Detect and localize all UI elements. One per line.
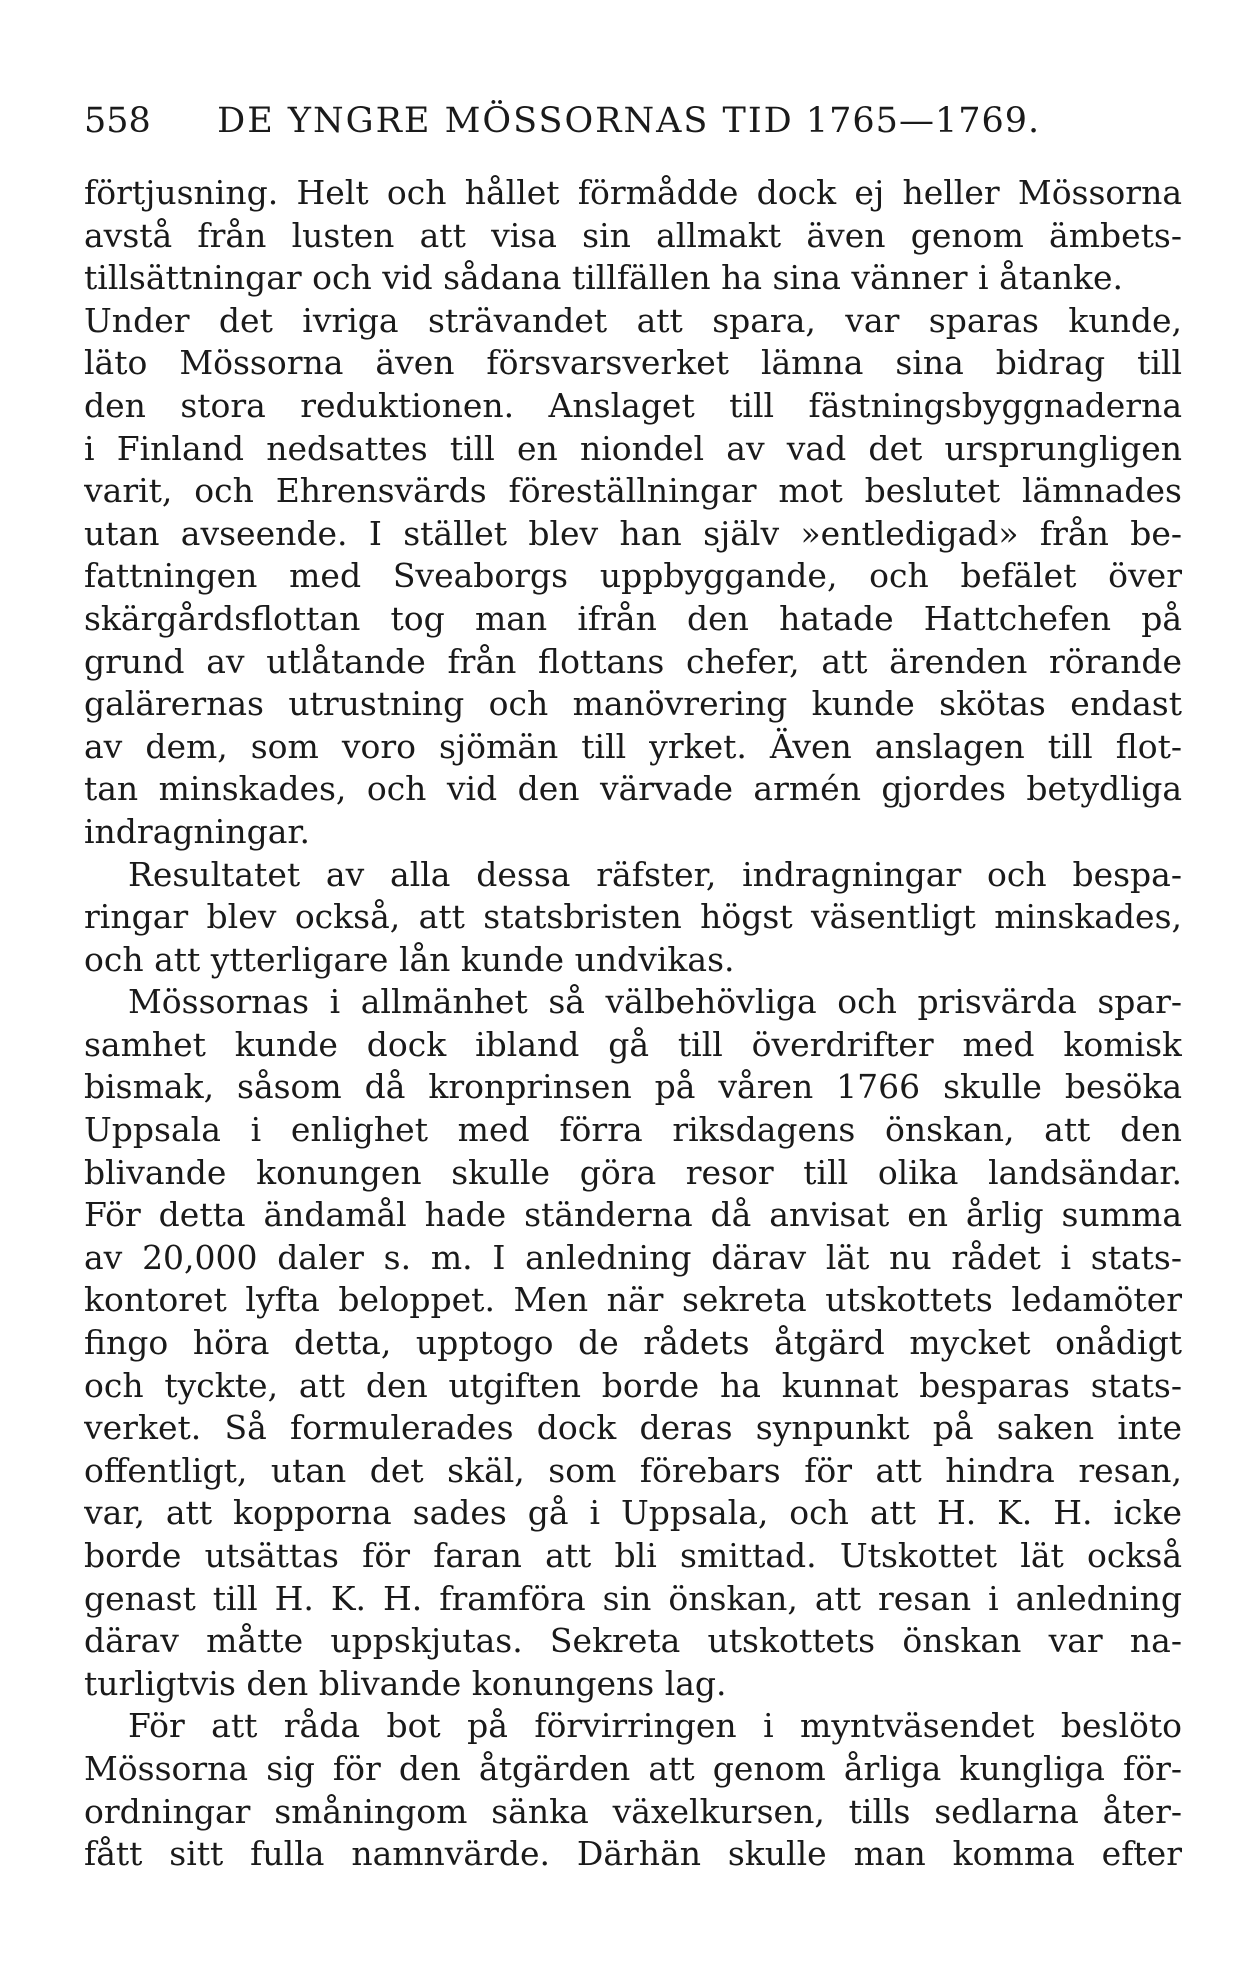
text-line: var, att kopporna sades gå i Uppsala, och att H. K. H. icke <box>84 1493 1182 1533</box>
text-line: offentligt, utan det skäl, som förebars för att hindra resan, <box>84 1450 1182 1490</box>
text-line: verket. Så formulerades dock deras synpunkt på saken inte <box>84 1408 1182 1448</box>
text-line: skärgårdsflottan tog man ifrån den hatade Hattchefen på <box>84 598 1182 638</box>
text-line: därav måtte uppskjutas. Sekreta utskottets önskan var na- <box>84 1621 1182 1661</box>
text-line: ordningar småningom sänka växelkursen, tills sedlarna åter- <box>84 1791 1182 1831</box>
text-line: galärernas utrustning och manövrering kunde skötas endast <box>84 684 1182 724</box>
text-line: Mössorna sig för den åtgärden att genom årliga kungliga för- <box>84 1748 1182 1788</box>
text-line: blivande konungen skulle göra resor till olika landsändar. <box>84 1152 1182 1192</box>
text-line: av 20,000 daler s. m. I anledning därav lät nu rådet i stats- <box>84 1237 1182 1277</box>
text-line: Mössornas i allmänhet så välbehövliga och prisvärda spar- <box>128 982 1182 1022</box>
text-line: fattningen med Sveaborgs uppbyggande, och befälet över <box>84 556 1182 596</box>
text-line: För att råda bot på förvirringen i myntväsendet beslöto <box>128 1706 1182 1746</box>
text-line: av dem, som voro sjömän till yrket. Även anslagen till flot- <box>84 726 1182 766</box>
running-title: DE YNGRE MÖSSORNAS TID 1765—1769. <box>217 101 1041 141</box>
text-line: ringar blev också, att statsbristen högst väsentligt minskades, <box>84 897 1182 937</box>
text-line: och tyckte, att den utgiften borde ha kunnat besparas stats- <box>84 1365 1182 1405</box>
text-line: den stora reduktionen. Anslaget till fästningsbyggnaderna <box>84 385 1182 425</box>
text-line: samhet kunde dock ibland gå till överdrifter med komisk <box>84 1024 1182 1064</box>
text-line: borde utsättas för faran att bli smittad. Utskottet lät också <box>84 1536 1182 1575</box>
page-number: 558 <box>84 101 151 141</box>
text-line: avstå från lusten att visa sin allmakt även genom ämbets- <box>84 215 1182 255</box>
text-line: fått sitt fulla namnvärde. Därhän skulle man komma efter <box>84 1834 1182 1874</box>
text-line: läto Mössorna även försvarsverket lämna sina bidrag till <box>84 343 1182 383</box>
text-line: Uppsala i enlighet med förra riksdagens önskan, att den <box>84 1110 1182 1150</box>
text-line: i Finland nedsattes till en niondel av vad det ursprungligen <box>84 428 1182 468</box>
text-line: förtjusning. Helt och hållet förmådde dock ej heller Mössorna <box>84 173 1182 212</box>
text-line: och att ytterligare lån kunde undvikas. <box>84 939 735 979</box>
text-line: tan minskades, och vid den värvade armén gjordes betydliga <box>84 769 1182 809</box>
text-line: kontoret lyfta beloppet. Men när sekreta utskottets ledamöter <box>84 1280 1182 1320</box>
text-line: Under det ivriga strävandet att spara, var sparas kunde, <box>84 300 1182 340</box>
text-line: tillsättningar och vid sådana tillfällen ha sina vänner i åtanke. <box>84 258 1123 298</box>
text-line: varit, och Ehrensvärds föreställningar mot beslutet lämnades <box>84 471 1182 511</box>
text-line: genast till H. K. H. framföra sin önskan, att resan i anledning <box>84 1578 1182 1618</box>
running-head <box>84 96 1184 146</box>
text-line: turligtvis den blivande konungens lag. <box>84 1663 727 1703</box>
text-line: fingo höra detta, upptogo de rådets åtgärd mycket onådigt <box>84 1323 1182 1363</box>
text-line: Resultatet av alla dessa räfster, indragningar och bespa- <box>128 854 1182 894</box>
text-line: utan avseende. I stället blev han själv »entledigad» från be- <box>84 513 1182 553</box>
text-line: bismak, såsom då kronprinsen på våren 1766 skulle besöka <box>84 1067 1182 1107</box>
text-line: grund av utlåtande från flottans chefer, att ärenden rörande <box>84 641 1182 681</box>
text-line: indragningar. <box>84 811 311 851</box>
body-text <box>84 172 1182 1876</box>
text-line: För detta ändamål hade ständerna då anvisat en årlig summa <box>84 1195 1182 1235</box>
